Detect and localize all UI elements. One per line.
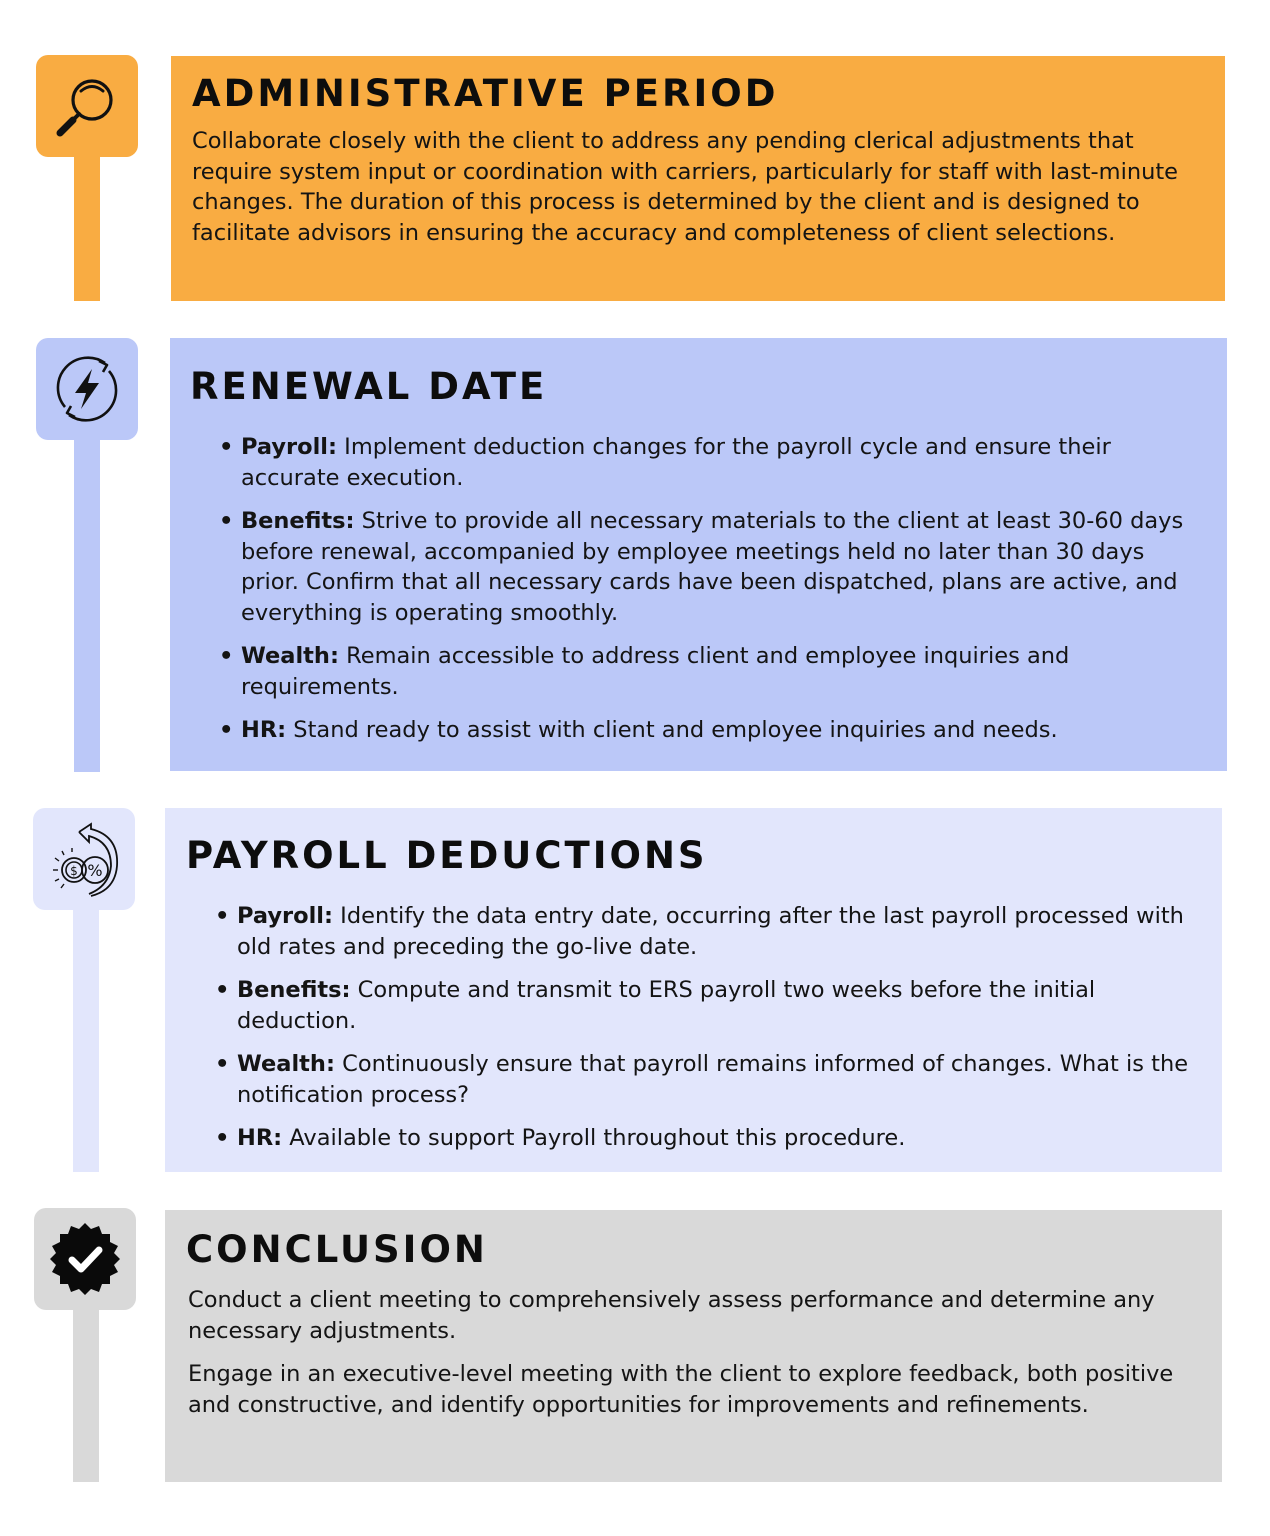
card-conclusion <box>165 1210 1222 1482</box>
section-title: RENEWAL DATE <box>190 365 548 408</box>
list-item <box>219 715 1189 746</box>
icon-box <box>33 808 135 910</box>
icon-box <box>36 338 138 440</box>
item-text: Available to support Payroll throughout this procedure. <box>282 1125 906 1151</box>
list-item <box>215 975 1195 1036</box>
svg-text:%: % <box>87 861 103 880</box>
list-item <box>215 1123 1195 1154</box>
list-item <box>219 432 1189 493</box>
card-payroll-deductions <box>165 808 1222 1172</box>
card-administrative-period <box>171 56 1225 301</box>
item-text: Implement deduction changes for the payroll cycle and ensure their accurate execution. <box>241 434 1111 491</box>
verified-badge-check-icon <box>47 1221 123 1297</box>
item-text: Continuously ensure that payroll remains informed of changes. What is the notification process? <box>237 1051 1189 1108</box>
item-label: Payroll: <box>237 903 334 929</box>
timeline-stem <box>74 150 100 301</box>
icon-box <box>34 1208 136 1310</box>
item-text: Identify the data entry date, occurring after the last payroll processed with old rates and preceding the go-live date. <box>237 903 1184 960</box>
money-percent-cycle-icon <box>39 814 129 904</box>
item-text: Strive to provide all necessary materials to the client at least 30-60 days before renewal, accompanied by employee meetings held no later than 30 days prior. Confirm that all necessary cards have been dispatched, plans are active, and everything is operating smoothly. <box>241 508 1184 626</box>
section-title: CONCLUSION <box>186 1228 488 1271</box>
icon-box <box>36 55 138 157</box>
lightning-cycle-icon <box>47 349 127 429</box>
item-label: Benefits: <box>237 977 351 1003</box>
item-label: Benefits: <box>241 508 355 534</box>
bullet-list <box>215 901 1195 1154</box>
section-paragraph: Engage in an executive-level meeting with the client to explore feedback, both positive and constructive, and identify opportunities for improvements and refinements. <box>188 1361 1174 1418</box>
svg-text:$: $ <box>70 864 78 878</box>
list-item <box>219 506 1189 628</box>
timeline-stem <box>73 1302 99 1482</box>
section-paragraph: Conduct a client meeting to comprehensively assess performance and determine any necessary adjustments. <box>188 1287 1155 1344</box>
list-item <box>215 1049 1195 1110</box>
section-title: PAYROLL DEDUCTIONS <box>186 834 708 877</box>
section-title: ADMINISTRATIVE PERIOD <box>192 72 779 115</box>
item-label: Payroll: <box>241 434 338 460</box>
section-paragraph: Collaborate closely with the client to address any pending clerical adjustments that require system input or coordination with carriers, particularly for staff with last-minute changes. The duration of this process is determined by the client and is designed to facilitate advisors in ensuring the accuracy and completeness of client selections. <box>192 128 1179 246</box>
magnifying-glass-icon <box>52 71 122 141</box>
timeline-stem <box>74 432 100 772</box>
item-label: Wealth: <box>237 1051 335 1077</box>
item-text: Stand ready to assist with client and employee inquiries and needs. <box>286 717 1058 743</box>
item-label: Wealth: <box>241 643 339 669</box>
item-text: Compute and transmit to ERS payroll two weeks before the initial deduction. <box>237 977 1096 1034</box>
item-label: HR: <box>241 717 287 743</box>
list-item <box>215 901 1195 962</box>
card-renewal-date <box>170 338 1227 771</box>
item-text: Remain accessible to address client and employee inquiries and requirements. <box>241 643 1070 700</box>
list-item <box>219 641 1189 702</box>
timeline-stem <box>73 902 99 1172</box>
bullet-list <box>219 432 1189 746</box>
item-label: HR: <box>237 1125 283 1151</box>
